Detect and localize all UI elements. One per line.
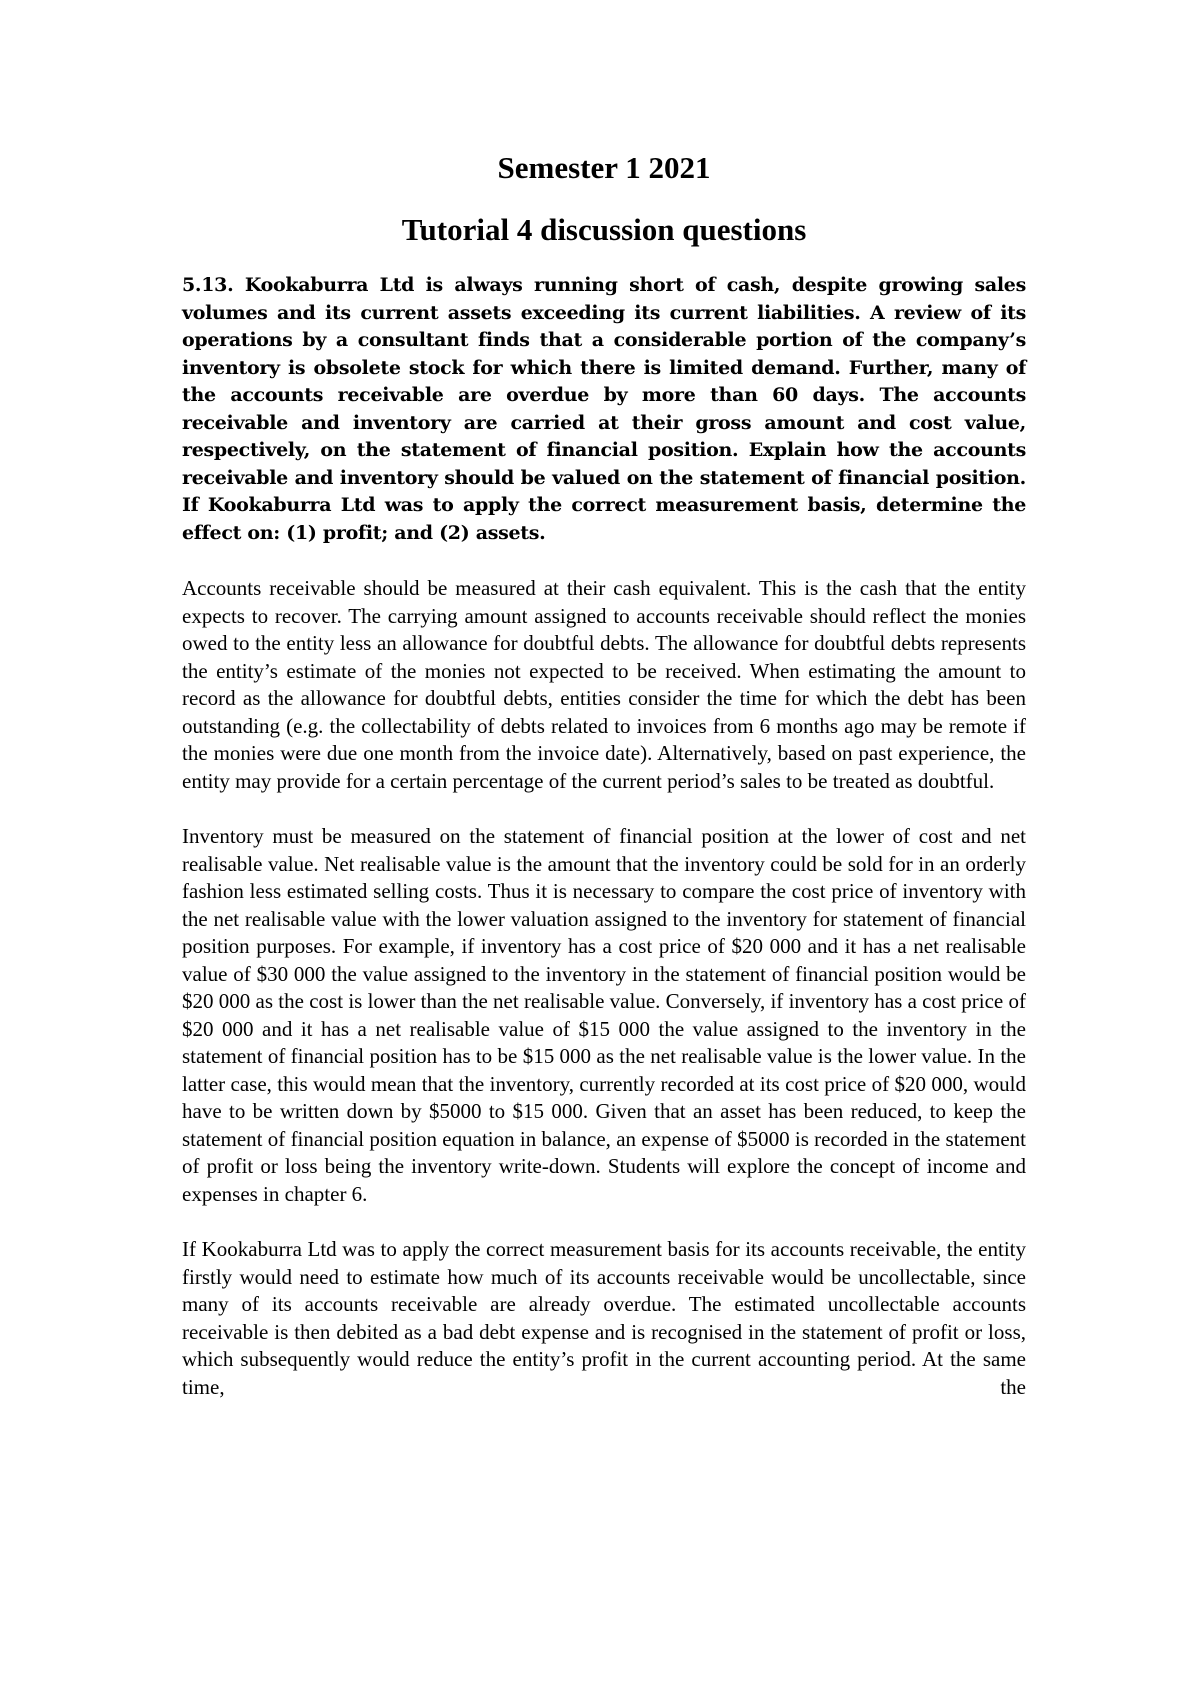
document-body — [182, 148, 1026, 1401]
document-subtitle: Tutorial 4 discussion questions — [401, 212, 807, 247]
document-title: Semester 1 2021 — [497, 150, 711, 185]
answer-paragraph-accounts-receivable: Accounts receivable should be measured at their cash equivalent. This is the cash that the entity expects to recover. The carrying amount assigned to accounts receivable should reflect the monies owed to the entity less an allowance for doubtful debts. The allowance for doubtful debts represents the entity’s estimate of the monies not expected to be received. When estimating the amount to record as the allowance for doubtful debts, entities consider the time for which the debt has been outstanding (e.g. the collectability of debts related to invoices from 6 months ago may be remote if the monies were due one month from the invoice date). Alternatively, based on past experience, the entity may provide for a certain percentage of the current period’s sales to be treated as doubtful. — [182, 576, 1026, 793]
answer-paragraph-inventory: Inventory must be measured on the statement of financial position at the lower of cost and net realisable value. Net realisable value is the amount that the inventory could be sold for in an orderly fashion less estimated selling costs. Thus it is necessary to compare the cost price of inventory with the net realisable value with the lower valuation assigned to the inventory for statement of financial position purposes. For example, if inventory has a cost price of $20 000 and it has a net realisable value of $30 000 the value assigned to the inventory in the statement of financial position would be $20 000 as the cost is lower than the net realisable value. Conversely, if inventory has a cost price of $20 000 and it has a net realisable value of $15 000 the value assigned to the inventory in the statement of financial position has to be $15 000 as the net realisable value is the lower value. In the latter case, this would mean that the inventory, currently recorded at its cost price of $20 000, would have to be written down by $5000 to $15 000. Given that an asset has been reduced, to keep the statement of financial position equation in balance, an expense of $5000 is recorded in the statement of profit or loss being the inventory write-down. Students will explore the concept of income and expenses in chapter 6. — [182, 824, 1026, 1206]
answer-paragraph-measurement-basis: If Kookaburra Ltd was to apply the correct measurement basis for its accounts receivable, the entity firstly would need to estimate how much of its accounts receivable would be uncollectable, since many of its accounts receivable are already overdue. The estimated uncollectable accounts receivable is then debited as a bad debt expense and is recognised in the statement of profit or loss, which subsequently would reduce the entity’s profit in the current accounting period. At the same time, the — [182, 1237, 1026, 1399]
question-text: 5.13. Kookaburra Ltd is always running short of cash, despite growing sales volumes and its current assets exceeding its current liabilities. A review of its operations by a consultant finds that a considerable portion of the company’s inventory is obsolete stock for which there is limited demand. Further, many of the accounts receivable are overdue by more than 60 days. The accounts receivable and inventory are carried at their gross amount and cost value, respectively, on the statement of financial position. Explain how the accounts receivable and inventory should be valued on the statement of financial position. If Kookaburra Ltd was to apply the correct measurement basis, determine the effect on: (1) profit; and (2) assets. — [182, 274, 1026, 544]
